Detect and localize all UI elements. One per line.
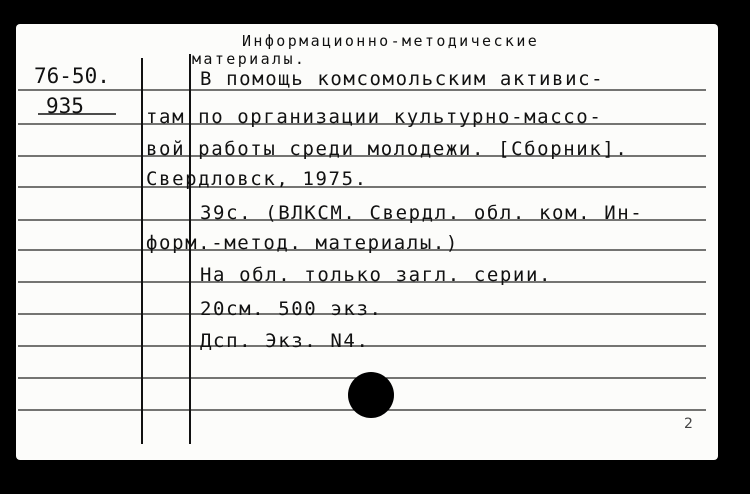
description-line-8: 20см. 500 экз. [200, 298, 383, 320]
description-line-4: Свердловск, 1975. [146, 168, 368, 190]
punch-hole [348, 372, 394, 418]
subject-heading-line-2: материалы. [192, 50, 307, 68]
call-number-secondary: 935 [46, 94, 84, 118]
description-line-3: вой работы среди молодежи. [Сборник]. [146, 138, 629, 160]
description-line-2: там по организации культурно-массо- [146, 106, 603, 128]
corner-mark: 2 [684, 416, 693, 432]
description-line-5: 39с. (ВЛКСМ. Свердл. обл. ком. Ин- [200, 202, 644, 224]
call-number-primary: 76-50. [34, 64, 110, 88]
description-line-7: На обл. только загл. серии. [200, 264, 553, 286]
subject-heading-line-1: Информационно-методические [242, 32, 540, 50]
description-line-6: форм.-метод. материалы.) [146, 232, 459, 254]
catalog-card [16, 24, 718, 460]
description-line-1: В помощь комсомольским активис- [200, 68, 605, 90]
description-line-9: Дсп. Экз. N4. [200, 330, 370, 352]
